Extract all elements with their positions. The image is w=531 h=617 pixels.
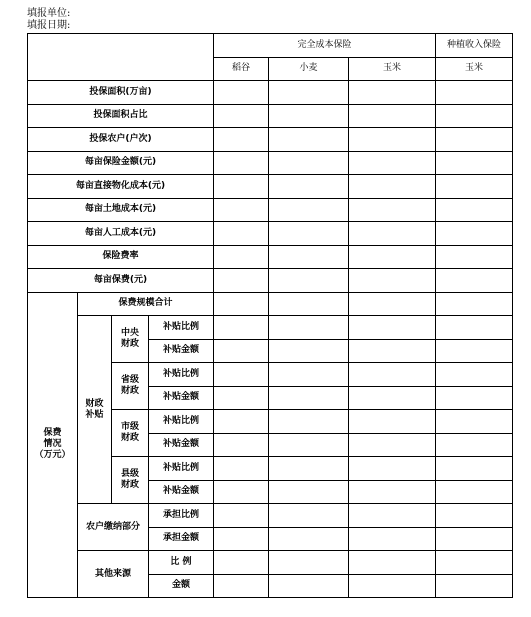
input-cell[interactable] — [436, 104, 513, 128]
subsidy-ratio-label: 补贴比例 — [149, 457, 214, 481]
input-cell[interactable] — [349, 433, 436, 457]
input-cell[interactable] — [269, 457, 349, 481]
ratio-label: 比 例 — [149, 551, 214, 575]
input-cell[interactable] — [214, 128, 269, 152]
input-cell[interactable] — [349, 151, 436, 175]
input-cell[interactable] — [214, 151, 269, 175]
input-cell[interactable] — [436, 386, 513, 410]
subsidy-ratio-label: 补贴比例 — [149, 316, 214, 340]
input-cell[interactable] — [214, 316, 269, 340]
table-row — [28, 245, 513, 269]
input-cell[interactable] — [269, 551, 349, 575]
row-label: 每亩人工成本(元) — [28, 222, 214, 246]
input-cell[interactable] — [349, 198, 436, 222]
input-cell[interactable] — [349, 245, 436, 269]
input-cell[interactable] — [349, 128, 436, 152]
table-row — [28, 104, 513, 128]
premium-label-line3: （万元） — [34, 450, 71, 461]
input-cell[interactable] — [436, 128, 513, 152]
input-cell[interactable] — [436, 457, 513, 481]
input-cell[interactable] — [269, 433, 349, 457]
input-cell[interactable] — [269, 128, 349, 152]
group-income: 种植收入保险 — [436, 34, 513, 58]
input-cell[interactable] — [349, 574, 436, 598]
provincial-line1: 省级 — [120, 375, 139, 385]
input-cell[interactable] — [436, 316, 513, 340]
input-cell[interactable] — [214, 81, 269, 105]
input-cell[interactable] — [436, 410, 513, 434]
input-cell[interactable] — [269, 198, 349, 222]
input-cell[interactable] — [214, 480, 269, 504]
row-label: 投保面积(万亩) — [28, 81, 214, 105]
input-cell[interactable] — [349, 175, 436, 199]
input-cell[interactable] — [214, 410, 269, 434]
input-cell[interactable] — [269, 269, 349, 293]
input-cell[interactable] — [214, 222, 269, 246]
table-row — [28, 175, 513, 199]
premium-total-label: 保费规模合计 — [78, 292, 214, 316]
input-cell[interactable] — [214, 245, 269, 269]
input-cell[interactable] — [349, 363, 436, 387]
input-cell[interactable] — [269, 175, 349, 199]
input-cell[interactable] — [349, 269, 436, 293]
input-cell[interactable] — [214, 363, 269, 387]
input-cell[interactable] — [214, 198, 269, 222]
row-label: 每亩土地成本(元) — [28, 198, 214, 222]
subsidy-amount-label: 补贴金额 — [149, 339, 214, 363]
input-cell[interactable] — [214, 433, 269, 457]
input-cell[interactable] — [436, 222, 513, 246]
input-cell[interactable] — [269, 480, 349, 504]
table-row — [28, 222, 513, 246]
city-line2: 财政 — [120, 433, 139, 443]
row-label: 保险费率 — [28, 245, 214, 269]
table-row — [28, 504, 513, 528]
input-cell[interactable] — [349, 222, 436, 246]
table-row — [28, 269, 513, 293]
input-cell[interactable] — [436, 433, 513, 457]
provincial-finance-label — [112, 363, 149, 410]
fiscal-line2: 补贴 — [85, 409, 104, 420]
input-cell[interactable] — [436, 339, 513, 363]
county-finance-label — [112, 457, 149, 504]
table-row — [28, 81, 513, 105]
row-label: 每亩保险金额(元) — [28, 151, 214, 175]
central-finance-label — [112, 316, 149, 363]
input-cell[interactable] — [269, 339, 349, 363]
input-cell[interactable] — [269, 363, 349, 387]
corner-cell — [28, 34, 214, 81]
bear-ratio-label: 承担比例 — [149, 504, 214, 528]
bear-amount-label: 承担金额 — [149, 527, 214, 551]
col-wheat: 小麦 — [269, 57, 349, 81]
premium-label-line1: 保费 — [43, 428, 62, 439]
input-cell[interactable] — [436, 151, 513, 175]
row-label: 投保农户(户次) — [28, 128, 214, 152]
farmer-part-label: 农户缴纳部分 — [78, 504, 149, 551]
subsidy-ratio-label: 补贴比例 — [149, 363, 214, 387]
subsidy-amount-label: 补贴金额 — [149, 480, 214, 504]
input-cell[interactable] — [436, 527, 513, 551]
input-cell[interactable] — [349, 504, 436, 528]
premium-label-line2: 情况 — [43, 439, 62, 450]
input-cell[interactable] — [436, 551, 513, 575]
table-row — [28, 316, 513, 340]
fiscal-line1: 财政 — [85, 398, 104, 409]
input-cell[interactable] — [214, 457, 269, 481]
row-label: 每亩直接物化成本(元) — [28, 175, 214, 199]
input-cell[interactable] — [269, 151, 349, 175]
input-cell[interactable] — [214, 551, 269, 575]
input-cell[interactable] — [436, 81, 513, 105]
input-cell[interactable] — [269, 316, 349, 340]
central-line2: 财政 — [120, 339, 139, 349]
amount-label: 金额 — [149, 574, 214, 598]
input-cell[interactable] — [269, 410, 349, 434]
col-rice: 稻谷 — [214, 57, 269, 81]
provincial-line2: 财政 — [120, 386, 139, 396]
input-cell[interactable] — [269, 386, 349, 410]
fiscal-subsidy-label — [78, 316, 112, 504]
input-cell[interactable] — [214, 527, 269, 551]
input-cell[interactable] — [269, 245, 349, 269]
input-cell[interactable] — [349, 480, 436, 504]
fill-date-label: 填报日期: — [27, 20, 71, 31]
input-cell[interactable] — [436, 198, 513, 222]
input-cell[interactable] — [269, 292, 349, 316]
input-cell[interactable] — [349, 457, 436, 481]
row-label: 投保面积占比 — [28, 104, 214, 128]
input-cell[interactable] — [436, 175, 513, 199]
input-cell[interactable] — [214, 339, 269, 363]
county-line2: 财政 — [120, 480, 139, 490]
fill-unit-label: 填报单位: — [27, 8, 71, 19]
input-cell[interactable] — [436, 363, 513, 387]
input-cell[interactable] — [436, 292, 513, 316]
input-cell[interactable] — [214, 386, 269, 410]
input-cell[interactable] — [349, 81, 436, 105]
input-cell[interactable] — [349, 386, 436, 410]
table-row — [28, 292, 513, 316]
subsidy-ratio-label: 补贴比例 — [149, 410, 214, 434]
city-line1: 市级 — [120, 422, 139, 432]
input-cell[interactable] — [214, 104, 269, 128]
central-line1: 中央 — [120, 328, 139, 338]
input-cell[interactable] — [349, 339, 436, 363]
input-cell[interactable] — [436, 269, 513, 293]
input-cell[interactable] — [214, 269, 269, 293]
insurance-report-table — [27, 33, 513, 598]
premium-section-label — [28, 292, 78, 598]
input-cell[interactable] — [269, 527, 349, 551]
table-row — [28, 198, 513, 222]
other-source-label: 其他来源 — [78, 551, 149, 598]
input-cell[interactable] — [436, 480, 513, 504]
input-cell[interactable] — [214, 292, 269, 316]
input-cell[interactable] — [269, 81, 349, 105]
input-cell[interactable] — [349, 410, 436, 434]
input-cell[interactable] — [349, 316, 436, 340]
input-cell[interactable] — [349, 551, 436, 575]
row-label: 每亩保费(元) — [28, 269, 214, 293]
subsidy-amount-label: 补贴金额 — [149, 433, 214, 457]
header-row-groups — [28, 34, 513, 58]
input-cell[interactable] — [269, 222, 349, 246]
input-cell[interactable] — [349, 104, 436, 128]
county-line1: 县级 — [120, 469, 139, 479]
subsidy-amount-label: 补贴金额 — [149, 386, 214, 410]
input-cell[interactable] — [349, 527, 436, 551]
input-cell[interactable] — [214, 504, 269, 528]
col-corn: 玉米 — [349, 57, 436, 81]
col-income-corn: 玉米 — [436, 57, 513, 81]
input-cell[interactable] — [269, 104, 349, 128]
city-finance-label — [112, 410, 149, 457]
input-cell[interactable] — [436, 574, 513, 598]
input-cell[interactable] — [436, 245, 513, 269]
input-cell[interactable] — [269, 504, 349, 528]
input-cell[interactable] — [349, 292, 436, 316]
input-cell[interactable] — [436, 504, 513, 528]
table-row — [28, 151, 513, 175]
input-cell[interactable] — [214, 175, 269, 199]
group-full-cost: 完全成本保险 — [214, 34, 436, 58]
table-row — [28, 128, 513, 152]
input-cell[interactable] — [269, 574, 349, 598]
input-cell[interactable] — [214, 574, 269, 598]
table-row — [28, 551, 513, 575]
